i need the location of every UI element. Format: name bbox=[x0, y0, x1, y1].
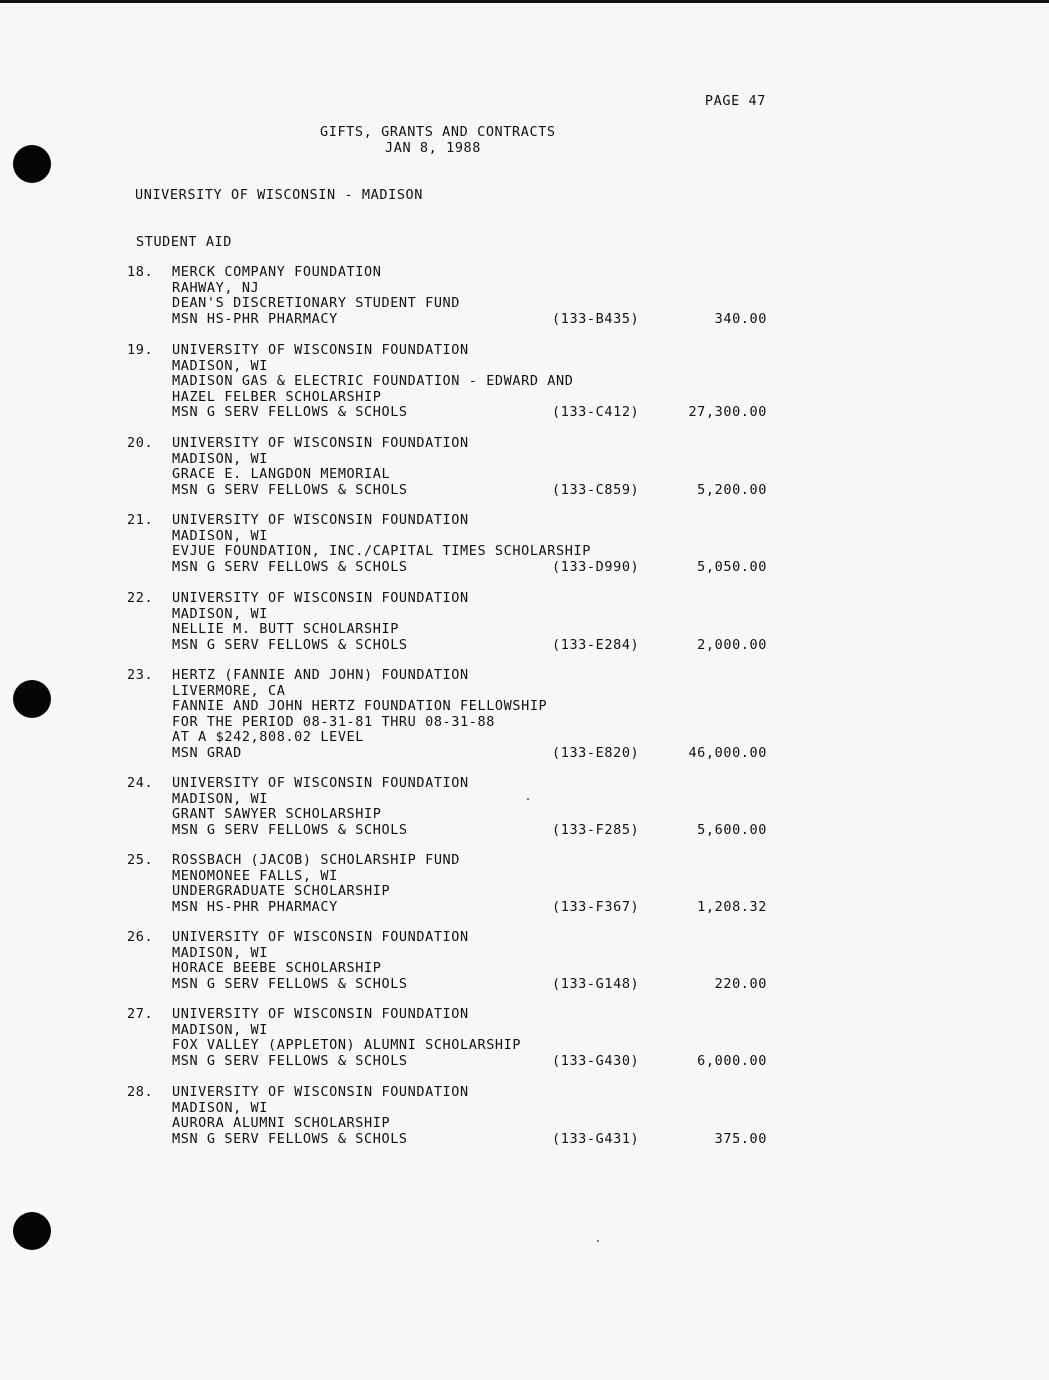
entry-description bbox=[172, 265, 460, 327]
account-code: (133-D990) bbox=[552, 558, 640, 575]
punch-hole-middle bbox=[13, 680, 51, 718]
entry-description bbox=[172, 853, 460, 915]
entry-line: NELLIE M. BUTT SCHOLARSHIP bbox=[172, 621, 399, 637]
entry-line: MADISON, WI bbox=[172, 357, 269, 374]
entry-line: FANNIE AND JOHN HERTZ FOUNDATION FELLOWSHIP bbox=[172, 698, 548, 714]
entry-line: MADISON, WI bbox=[172, 790, 269, 807]
amount: 5,600.00 bbox=[697, 821, 767, 838]
entry-description bbox=[172, 776, 469, 838]
entry-line: AT A $242,808.02 LEVEL bbox=[172, 729, 365, 745]
entry-line: MADISON, WI bbox=[172, 944, 269, 961]
page-number: PAGE 47 bbox=[704, 93, 766, 109]
entry-line: FOX VALLEY (APPLETON) ALUMNI SCHOLARSHIP bbox=[172, 1037, 522, 1053]
entry-number: 26. bbox=[127, 929, 154, 945]
entry-line: HERTZ (FANNIE AND JOHN) FOUNDATION bbox=[172, 667, 469, 683]
account-code: (133-E284) bbox=[552, 636, 640, 653]
entry-line: MSN G SERV FELLOWS & SCHOLS bbox=[172, 975, 408, 992]
account-code: (133-C412) bbox=[552, 404, 640, 420]
entry-description bbox=[172, 930, 469, 992]
account-code: (133-G148) bbox=[552, 975, 640, 992]
amount: 340.00 bbox=[714, 310, 767, 327]
account-code: (133-E820) bbox=[552, 744, 640, 761]
entry-description bbox=[172, 591, 469, 653]
account-code: (133-G430) bbox=[552, 1052, 640, 1069]
entry-line: MERCK COMPANY FOUNDATION bbox=[172, 264, 382, 280]
amount: 1,208.32 bbox=[697, 898, 767, 915]
entry-description bbox=[172, 1007, 521, 1069]
entry-number: 19. bbox=[127, 342, 154, 358]
entry-description bbox=[172, 1085, 469, 1147]
entry-line: MADISON, WI bbox=[172, 450, 269, 467]
entry-line: MADISON, WI bbox=[172, 527, 269, 544]
section-heading: STUDENT AID bbox=[136, 234, 233, 250]
entry-number: 23. bbox=[127, 667, 154, 683]
entry-line: HORACE BEEBE SCHOLARSHIP bbox=[172, 960, 382, 976]
entry-number: 21. bbox=[127, 512, 154, 528]
entry-line: UNIVERSITY OF WISCONSIN FOUNDATION bbox=[172, 775, 469, 791]
account-code: (133-F367) bbox=[552, 898, 640, 915]
entry-line: FOR THE PERIOD 08-31-81 THRU 08-31-88 bbox=[172, 713, 495, 730]
entry-line: MSN G SERV FELLOWS & SCHOLS bbox=[172, 404, 408, 420]
entry-line: MADISON GAS & ELECTRIC FOUNDATION - EDWARD AND bbox=[172, 373, 574, 389]
entry-line: MENOMONEE FALLS, WI bbox=[172, 867, 338, 884]
scan-speck bbox=[597, 1240, 599, 1242]
amount: 27,300.00 bbox=[688, 404, 767, 420]
entry-line: MADISON, WI bbox=[172, 1099, 269, 1116]
entry-line: MSN G SERV FELLOWS & SCHOLS bbox=[172, 821, 408, 838]
entry-line: AURORA ALUMNI SCHOLARSHIP bbox=[172, 1115, 391, 1131]
entry-description bbox=[172, 436, 469, 498]
top-edge-rule bbox=[0, 0, 1049, 3]
entry-line: MSN GRAD bbox=[172, 744, 242, 761]
entry-line: GRANT SAWYER SCHOLARSHIP bbox=[172, 806, 382, 822]
account-code: (133-C859) bbox=[552, 481, 640, 498]
punch-hole-top bbox=[13, 145, 51, 183]
entry-line: RAHWAY, NJ bbox=[172, 279, 260, 296]
entry-line: MADISON, WI bbox=[172, 605, 269, 622]
entry-line: GRACE E. LANGDON MEMORIAL bbox=[172, 466, 391, 482]
institution-name: UNIVERSITY OF WISCONSIN - MADISON bbox=[135, 187, 424, 203]
entry-number: 24. bbox=[127, 775, 154, 791]
entry-line: UNIVERSITY OF WISCONSIN FOUNDATION bbox=[172, 435, 469, 451]
entry-line: UNIVERSITY OF WISCONSIN FOUNDATION bbox=[172, 590, 469, 606]
entry-line: MSN G SERV FELLOWS & SCHOLS bbox=[172, 558, 408, 575]
entry-line: UNIVERSITY OF WISCONSIN FOUNDATION bbox=[172, 512, 469, 528]
account-code: (133-F285) bbox=[552, 821, 640, 838]
entry-description bbox=[172, 513, 591, 575]
amount: 5,200.00 bbox=[697, 481, 767, 498]
amount: 6,000.00 bbox=[697, 1052, 767, 1069]
entry-line: EVJUE FOUNDATION, INC./CAPITAL TIMES SCHOLARSHIP bbox=[172, 543, 591, 559]
report-date: JAN 8, 1988 bbox=[385, 140, 482, 156]
amount: 5,050.00 bbox=[697, 558, 767, 575]
report-title: GIFTS, GRANTS AND CONTRACTS bbox=[320, 124, 556, 140]
entry-line: ROSSBACH (JACOB) SCHOLARSHIP FUND bbox=[172, 852, 461, 868]
entry-number: 28. bbox=[127, 1084, 154, 1100]
amount: 375.00 bbox=[714, 1130, 767, 1147]
entry-line: UNDERGRADUATE SCHOLARSHIP bbox=[172, 883, 391, 899]
entry-line: UNIVERSITY OF WISCONSIN FOUNDATION bbox=[172, 929, 469, 945]
entry-number: 18. bbox=[127, 264, 154, 280]
account-code: (133-G431) bbox=[552, 1130, 640, 1147]
entry-line: LIVERMORE, CA bbox=[172, 682, 286, 699]
entry-line: UNIVERSITY OF WISCONSIN FOUNDATION bbox=[172, 1006, 469, 1022]
amount: 46,000.00 bbox=[688, 744, 767, 761]
entry-description bbox=[172, 343, 573, 421]
amount: 2,000.00 bbox=[697, 636, 767, 653]
entry-line: UNIVERSITY OF WISCONSIN FOUNDATION bbox=[172, 342, 469, 358]
entry-line: MSN HS-PHR PHARMACY bbox=[172, 898, 338, 915]
entry-line: DEAN'S DISCRETIONARY STUDENT FUND bbox=[172, 295, 461, 311]
entry-description bbox=[172, 668, 547, 761]
entry-line: MSN G SERV FELLOWS & SCHOLS bbox=[172, 481, 408, 498]
account-code: (133-B435) bbox=[552, 310, 640, 327]
scan-speck bbox=[527, 798, 529, 800]
entry-line: MSN G SERV FELLOWS & SCHOLS bbox=[172, 636, 408, 653]
entry-line: MSN G SERV FELLOWS & SCHOLS bbox=[172, 1130, 408, 1147]
entry-number: 20. bbox=[127, 435, 154, 451]
entry-line: HAZEL FELBER SCHOLARSHIP bbox=[172, 388, 382, 405]
entry-number: 25. bbox=[127, 852, 154, 868]
punch-hole-bottom bbox=[13, 1212, 51, 1250]
entry-number: 22. bbox=[127, 590, 154, 606]
entry-line: MSN HS-PHR PHARMACY bbox=[172, 310, 338, 327]
entry-line: MSN G SERV FELLOWS & SCHOLS bbox=[172, 1052, 408, 1069]
entry-number: 27. bbox=[127, 1006, 154, 1022]
entry-line: MADISON, WI bbox=[172, 1021, 269, 1038]
amount: 220.00 bbox=[714, 975, 767, 992]
entry-line: UNIVERSITY OF WISCONSIN FOUNDATION bbox=[172, 1084, 469, 1100]
